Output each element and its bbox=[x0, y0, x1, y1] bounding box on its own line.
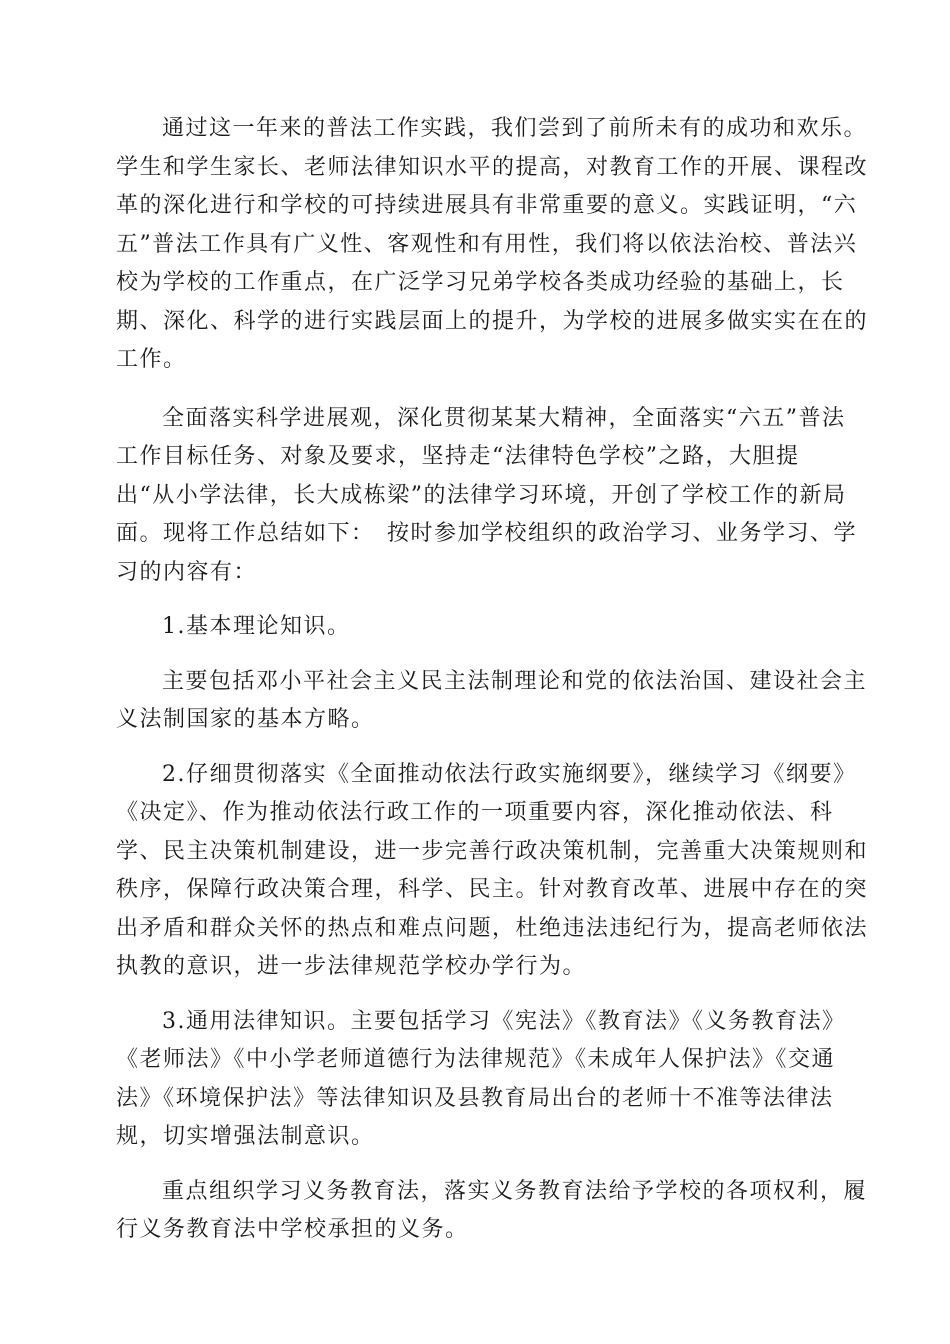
text-line: 重点组织学习义务教育法，落实义务教育法给予学校的各项权利，履 bbox=[162, 1178, 868, 1204]
text-line: 1.基本理论知识。 bbox=[162, 614, 351, 639]
text-line: 规，切实增强法制意识。 bbox=[116, 1124, 375, 1149]
text-line: 行义务教育法中学校承担的义务。 bbox=[116, 1217, 469, 1242]
text-line: 《决定》、作为推动依法行政工作的一项重要内容，深化推动依法、科 bbox=[116, 800, 834, 825]
text-line: 主要包括邓小平社会主义民主法制理论和党的依法治国、建设社会主 bbox=[162, 668, 868, 694]
paragraph-item-3 bbox=[116, 1003, 846, 1157]
text-line: 《老师法》《中小学老师道德行为法律规范》《未成年人保护法》《交通 bbox=[116, 1047, 836, 1072]
text-line: 面。现将工作总结如下： 按时参加学校组织的政治学习、业务学习、学 bbox=[116, 521, 858, 546]
text-line: 期、深化、科学的进行实践层面上的提升，为学校的进展多做实实在在的 bbox=[116, 308, 869, 334]
text-line: 出矛盾和群众关怀的热点和难点问题，杜绝违法违纪行为，提高老师依法 bbox=[116, 915, 869, 941]
text-line: 五”普法工作具有广义性、客观性和有用性，我们将以依法治校、普法兴 bbox=[116, 231, 858, 257]
text-line: 执教的意识，进一步法律规范学校办学行为。 bbox=[116, 954, 587, 979]
text-line: 校为学校的工作重点，在广泛学习兄弟学校各类成功经验的基础上，长 bbox=[116, 270, 845, 295]
text-line: 学、民主决策机制建设，进一步完善行政决策机制，完善重大决策规则和 bbox=[116, 838, 869, 864]
paragraph-compulsory-education bbox=[116, 1173, 868, 1250]
text-line: 工作目标任务、对象及要求，坚持走“法律特色学校”之路，大胆提 bbox=[116, 444, 800, 469]
text-line: 法》《环境保护法》等法律知识及县教育局出台的老师十不准等法律法 bbox=[116, 1085, 834, 1111]
paragraph-summary-intro bbox=[116, 110, 869, 380]
document-page bbox=[116, 110, 869, 1250]
paragraph-item-1-body bbox=[116, 663, 868, 740]
text-line: 全面落实科学进展观，深化贯彻某某大精神，全面落实“六五”普法 bbox=[162, 405, 846, 431]
text-line: 通过这一年来的普法工作实践，我们尝到了前所未有的成功和欢乐。 bbox=[162, 116, 868, 141]
paragraph-work-overview bbox=[116, 400, 858, 593]
text-line: 学生和学生家长、老师法律知识水平的提高，对教育工作的开展、课程改 bbox=[116, 154, 869, 180]
text-line: 2.仔细贯彻落实《全面推动依法行政实施纲要》，继续学习《纲要》 bbox=[162, 761, 857, 787]
text-line: 出“从小学法律，长大成栋梁”的法律学习环境，开创了学校工作的新局 bbox=[116, 482, 847, 508]
text-line: 习的内容有： bbox=[116, 559, 258, 585]
text-line: 3.通用法律知识。主要包括学习《宪法》《教育法》《义务教育法》 bbox=[162, 1008, 846, 1034]
text-line: 工作。 bbox=[116, 347, 187, 372]
paragraph-item-1-heading bbox=[116, 608, 834, 647]
paragraph-item-2 bbox=[116, 756, 869, 987]
text-line: 秩序，保障行政决策合理，科学、民主。针对教育改革、进展中存在的突 bbox=[116, 877, 869, 902]
text-line: 义法制国家的基本方略。 bbox=[116, 707, 375, 732]
text-line: 革的深化进行和学校的可持续进展具有非常重要的意义。实践证明，“六 bbox=[116, 193, 858, 218]
